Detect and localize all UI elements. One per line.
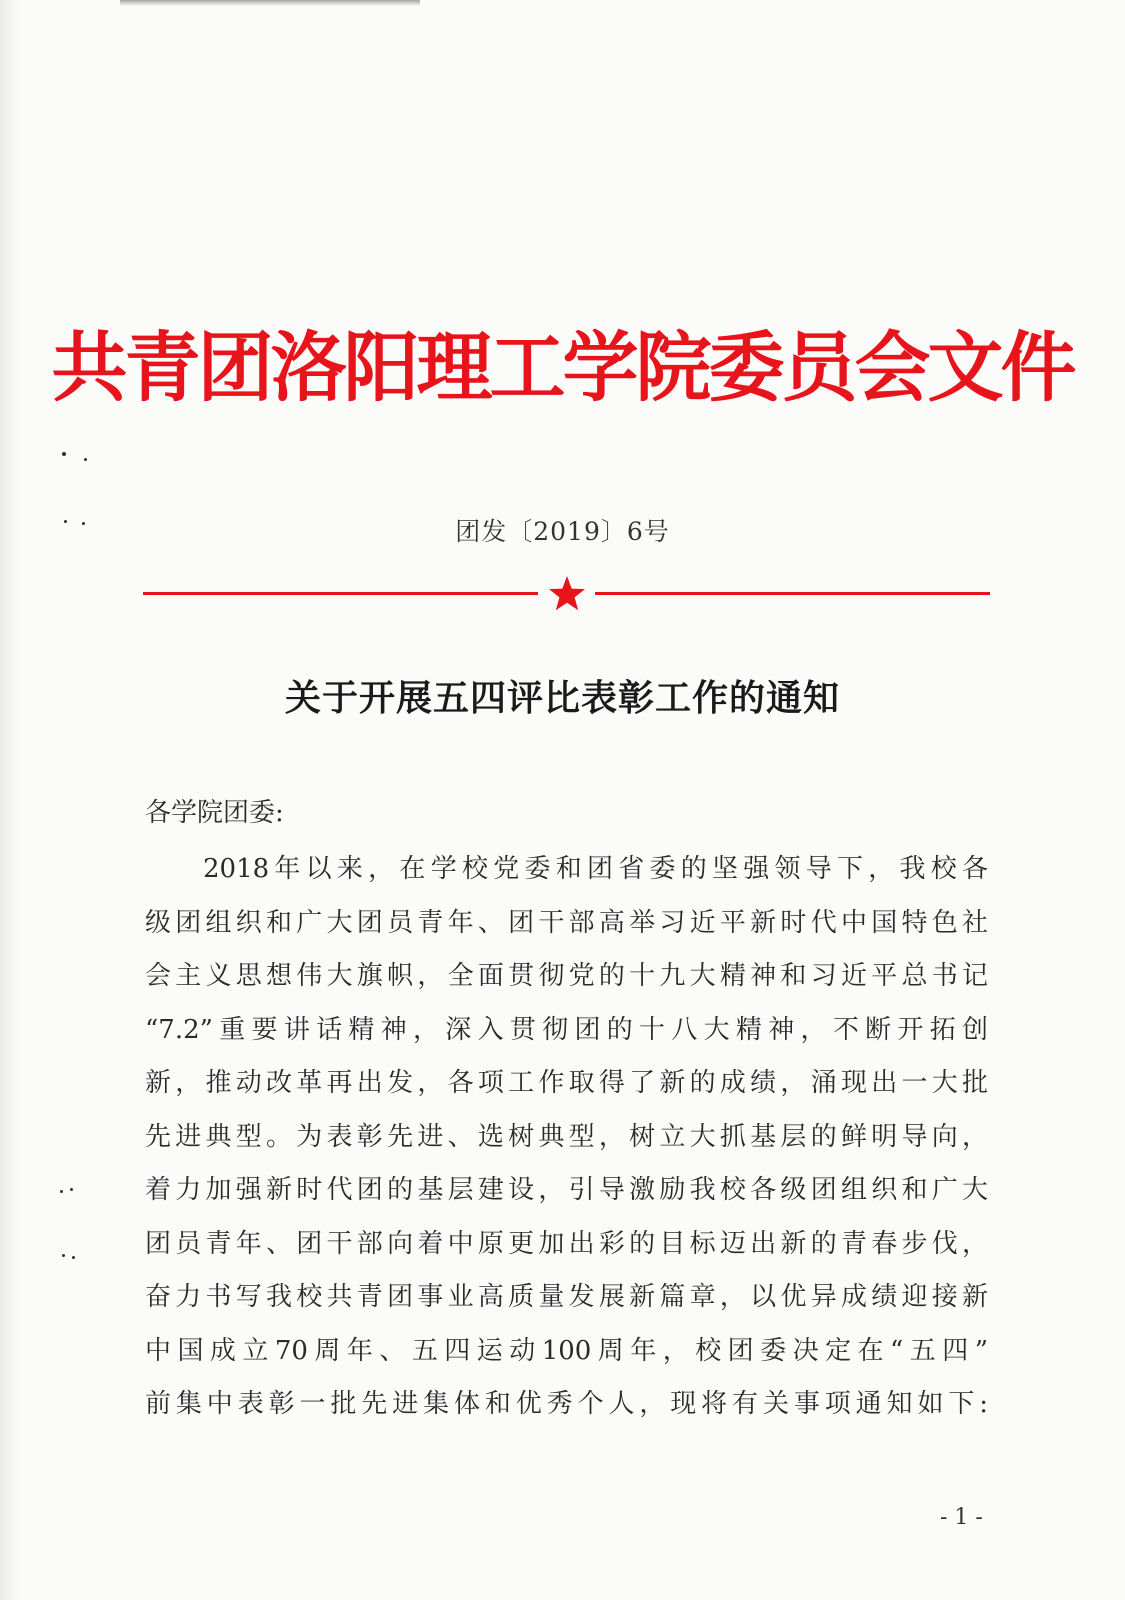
scan-speck	[62, 452, 66, 456]
page-number: - 1 -	[940, 1505, 983, 1530]
body-line: 前集中表彰一批先进集体和优秀个人，现将有关事项通知如下:	[145, 1389, 988, 1419]
document-header-title: 共青团洛阳理工学院委员会文件	[51, 323, 1074, 412]
header-divider-left	[143, 592, 538, 595]
scan-speck	[62, 1254, 65, 1257]
header-divider-right	[595, 592, 990, 595]
scan-speck	[70, 1188, 73, 1191]
star-icon	[547, 574, 587, 614]
body-line: “7.2”重要讲话精神，深入贯彻团的十八大精神，不断开拓创	[145, 1014, 988, 1045]
scan-speck	[84, 458, 87, 461]
body-line: 团员青年、团干部向着中原更加出彩的目标迈出新的青春步伐，	[145, 1228, 988, 1259]
scan-speck	[60, 1190, 63, 1193]
document-number: 团发〔2019〕6号	[455, 517, 670, 546]
body-line: 会主义思想伟大旗帜，全面贯彻党的十九大精神和习近平总书记	[145, 961, 988, 991]
body-line: 着力加强新时代团的基层建设，引导激励我校各级团组织和广大	[145, 1175, 988, 1205]
body-line: 级团组织和广大团员青年、团干部高举习近平新时代中国特色社	[145, 907, 988, 938]
body-paragraph	[145, 843, 988, 1432]
body-line: 新，推动改革再出发，各项工作取得了新的成绩，涌现出一大批	[145, 1068, 988, 1098]
scan-shadow-top	[120, 0, 420, 6]
body-line: 先进典型。为表彰先进、选树典型，树立大抓基层的鲜明导向，	[145, 1121, 988, 1152]
salutation: 各学院团委:	[145, 798, 284, 828]
scan-shadow-left	[0, 0, 18, 1600]
body-line: 中国成立70周年、五四运动100周年，校团委决定在“五四”	[145, 1335, 988, 1366]
body-line: 奋力书写我校共青团事业高质量发展新篇章，以优异成绩迎接新	[145, 1282, 988, 1312]
body-line: 2018年以来，在学校党委和团省委的坚强领导下，我校各	[203, 854, 988, 884]
notice-title: 关于开展五四评比表彰工作的通知	[284, 678, 840, 719]
scan-speck	[72, 1256, 75, 1259]
